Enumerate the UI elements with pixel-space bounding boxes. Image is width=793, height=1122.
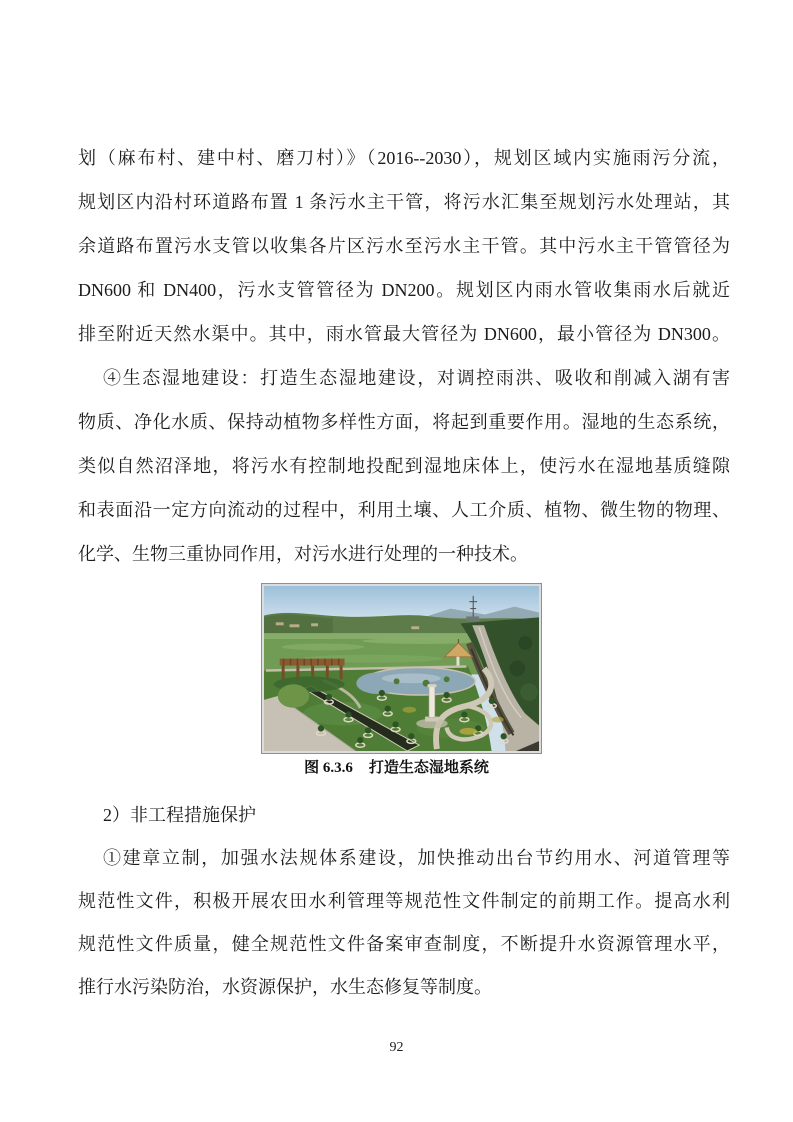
tree-blob: [518, 636, 532, 650]
page-number: 92: [389, 1040, 404, 1055]
figure-caption-title: 打造生态湿地系统: [368, 760, 489, 776]
flower-bed: [402, 707, 416, 713]
paragraph1-line: 规划区内沿村环道路布置 1 条污水主干管，将污水汇集至规划污水处理站，其: [78, 192, 730, 212]
flower-bed: [492, 717, 504, 723]
paragraph1-line: 余道路布置污水支管以收集各片区污水至污水主干管。其中污水主干管管径为: [78, 236, 730, 256]
paragraph1-line: DN600 和 DN400，污水支管管径为 DN200。规划区内雨水管收集雨水后就近: [78, 280, 730, 300]
paragraph3-line: 推行水污染防治，水资源保护，水生态修复等制度。: [78, 977, 492, 997]
paragraph2-line: 物质、净化水质、保持动植物多样性方面，将起到重要作用。湿地的生态系统，: [78, 412, 730, 432]
paragraph2-line: 化学、生物三重协同作用，对污水进行处理的一种技术。: [78, 544, 528, 564]
tree-blob: [510, 661, 526, 677]
tower-building: [466, 616, 479, 621]
pond-highlight: [382, 673, 441, 683]
field-streak: [362, 638, 480, 644]
paragraph1-line: 排至附近天然水渠中。其中，雨水管最大管径为 DN600，最小管径为 DN300。: [78, 324, 730, 344]
tree-blob: [520, 683, 538, 701]
flower-bed: [459, 728, 477, 735]
figure-caption: [0, 758, 793, 778]
body-text-block-lower: [78, 794, 730, 1009]
figure-6-3-6: [261, 583, 542, 754]
paragraph2-line: 类似自然沼泽地，将污水有控制地投配到湿地床体上，使污水在湿地基质缝隙: [78, 456, 730, 476]
paragraph2-line: ④生态湿地建设：打造生态湿地建设，对调控雨洪、吸收和削减入湖有害: [103, 368, 730, 388]
body-text-block-upper: [78, 136, 730, 576]
paragraph3-line: ①建章立制，加强水法规体系建设，加快推动出台节约用水、河道管理等: [103, 848, 730, 868]
section-heading: 2）非工程措施保护: [103, 805, 256, 825]
paragraph1-line: 划（麻布村、建中村、磨刀村）》（2016--2030），规划区域内实施雨污分流，: [78, 148, 730, 168]
paragraph2-line: 和表面沿一定方向流动的过程中，利用土壤、人工介质、植物、微生物的物理、: [78, 500, 730, 520]
wetland-garden-photo-illustration: [264, 586, 539, 751]
paragraph3-line: 规范性文件，积极开展农田水利管理等规范性文件制定的前期工作。提高水利: [78, 891, 730, 911]
figure-caption-label: 图 6.3.6: [304, 760, 353, 776]
paragraph3-line: 规范性文件质量，健全规范性文件备案审查制度，不断提升水资源管理水平，: [78, 934, 730, 954]
figure-photo: [261, 583, 542, 754]
field-streak: [282, 643, 365, 650]
